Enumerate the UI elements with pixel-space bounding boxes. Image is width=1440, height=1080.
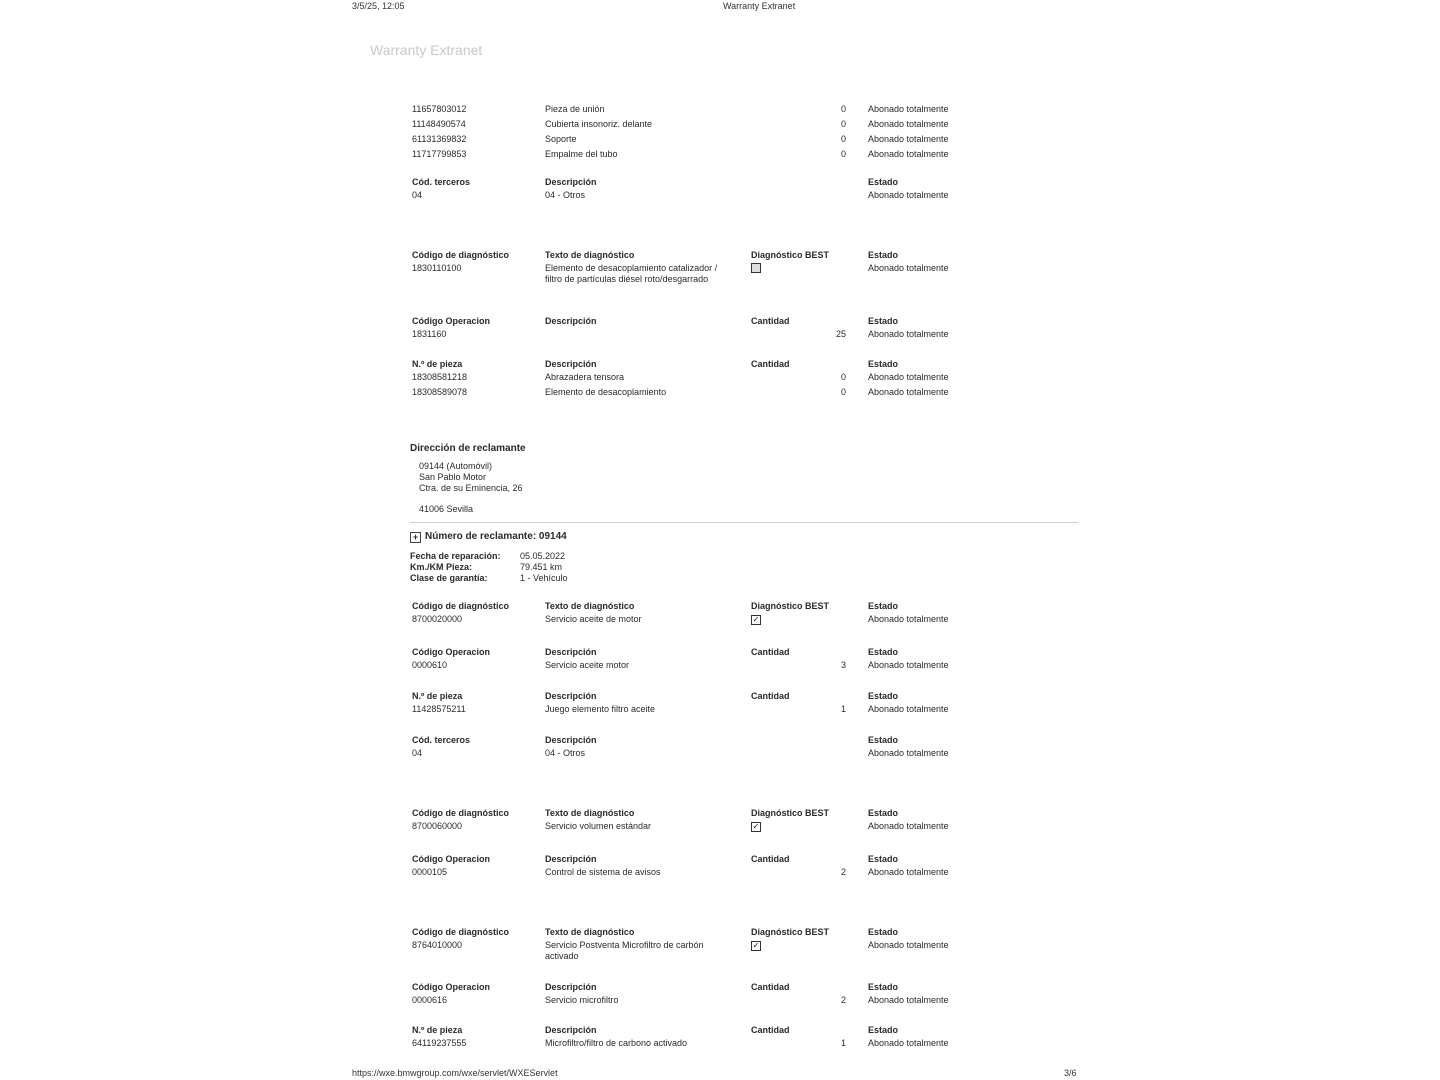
table-row: 11657803012 Pieza de unión 0 Abonado totalmente bbox=[412, 104, 949, 114]
third-party-section bbox=[412, 735, 972, 763]
repair-date-field: Fecha de reparación: 05.05.2022 bbox=[410, 551, 566, 561]
table-header: Código de diagnóstico Texto de diagnóstico Diagnóstico BEST Estado bbox=[412, 250, 899, 260]
best-checkbox-checked: ✓ bbox=[752, 615, 760, 624]
operation-section bbox=[412, 982, 972, 1010]
third-party-section bbox=[412, 177, 972, 205]
table-header: Código de diagnóstico Texto de diagnóstico Diagnóstico BEST Estado bbox=[412, 601, 899, 611]
table-header: Código de diagnóstico Texto de diagnóstico Diagnóstico BEST Estado bbox=[412, 927, 899, 937]
table-header: N.º de pieza Descripción Cantidad Estado bbox=[412, 1025, 899, 1035]
claimant-address: Dirección de reclamante 09144 (Automóvil) San Pablo Motor Ctra. de su Eminencia, 26 41006 Sevilla bbox=[410, 443, 710, 515]
table-row: 11148490574 Cubierta insonoriz. delante 0 Abonado totalmente bbox=[412, 119, 949, 129]
table-header: Código Operacion Descripción Cantidad Estado bbox=[412, 316, 899, 326]
claimant-number-title: Número de reclamante: 09144 bbox=[425, 531, 567, 542]
table-row: 0000616 Servicio microfiltro 2 Abonado totalmente bbox=[412, 995, 949, 1005]
print-url: https://wxe.bmwgroup.com/wxe/servlet/WXEServlet bbox=[352, 1068, 558, 1078]
table-row: 04 04 - Otros Abonado totalmente bbox=[412, 748, 949, 758]
diagnosis-section bbox=[412, 927, 972, 968]
table-row: 8764010000 Servicio Postventa Microfiltro de carbón activado ✓ Abonado totalmente bbox=[412, 940, 949, 961]
print-title: Warranty Extranet bbox=[723, 1, 796, 11]
table-row: 11428575211 Juego elemento filtro aceite 1 Abonado totalmente bbox=[412, 704, 949, 714]
table-header: Cód. terceros Descripción Estado bbox=[412, 177, 899, 187]
table-row: 61131369832 Soporte 0 Abonado totalmente bbox=[412, 134, 949, 144]
table-row: 0000610 Servicio aceite motor 3 Abonado totalmente bbox=[412, 660, 949, 670]
table-row: 0000105 Control de sistema de avisos 2 Abonado totalmente bbox=[412, 867, 949, 877]
warranty-class-field: Clase de garantía: 1 - Vehículo bbox=[410, 573, 568, 583]
address-title: Dirección de reclamante bbox=[410, 443, 526, 454]
table-row: 18308589078 Elemento de desacoplamiento 0 Abonado totalmente bbox=[412, 387, 949, 397]
table-row: 11717799853 Empalme del tubo 0 Abonado totalmente bbox=[412, 149, 949, 159]
table-header: Cód. terceros Descripción Estado bbox=[412, 735, 899, 745]
table-row: 04 04 - Otros Abonado totalmente bbox=[412, 190, 949, 200]
diagnosis-section bbox=[412, 250, 972, 303]
operation-section bbox=[412, 647, 972, 675]
operation-section bbox=[412, 854, 972, 882]
parts-section bbox=[412, 359, 972, 402]
table-row: 8700060000 Servicio volumen estándar ✓ Abonado totalmente bbox=[412, 821, 949, 831]
table-row: 1830110100 Elemento de desacoplamiento catalizador / filtro de partículas diésel roto/desgarrado Abonado totalmente bbox=[412, 263, 949, 284]
table-row: 8700020000 Servicio aceite de motor ✓ Abonado totalmente bbox=[412, 614, 949, 624]
table-header: N.º de pieza Descripción Cantidad Estado bbox=[412, 359, 899, 369]
parts-section bbox=[412, 691, 972, 719]
expand-icon[interactable]: + bbox=[410, 532, 421, 543]
claim-header bbox=[410, 531, 810, 584]
table-header: Código Operacion Descripción Cantidad Estado bbox=[412, 647, 899, 657]
km-field: Km./KM Pieza: 79.451 km bbox=[410, 562, 563, 572]
table-row: 1831160 25 Abonado totalmente bbox=[412, 329, 949, 339]
best-checkbox bbox=[751, 263, 761, 273]
parts-list-continued bbox=[412, 104, 972, 164]
table-header: Código Operacion Descripción Cantidad Estado bbox=[412, 854, 899, 864]
best-checkbox-checked: ✓ bbox=[752, 941, 760, 950]
table-header: Código Operacion Descripción Cantidad Estado bbox=[412, 982, 899, 992]
diagnosis-section bbox=[412, 808, 972, 836]
parts-section bbox=[412, 1025, 972, 1053]
table-row: 18308581218 Abrazadera tensora 0 Abonado totalmente bbox=[412, 372, 949, 382]
section-divider bbox=[410, 522, 1078, 523]
print-page-number: 3/6 bbox=[1064, 1068, 1077, 1078]
warranty-extranet-logo: Warranty Extranet bbox=[370, 42, 483, 58]
table-header: N.º de pieza Descripción Cantidad Estado bbox=[412, 691, 899, 701]
operation-section bbox=[412, 316, 972, 344]
diagnosis-section bbox=[412, 601, 972, 629]
print-date: 3/5/25, 12:05 bbox=[352, 1, 405, 11]
table-row: 64119237555 Microfiltro/filtro de carbono activado 1 Abonado totalmente bbox=[412, 1038, 949, 1048]
table-header: Código de diagnóstico Texto de diagnóstico Diagnóstico BEST Estado bbox=[412, 808, 899, 818]
best-checkbox-checked: ✓ bbox=[752, 822, 760, 831]
